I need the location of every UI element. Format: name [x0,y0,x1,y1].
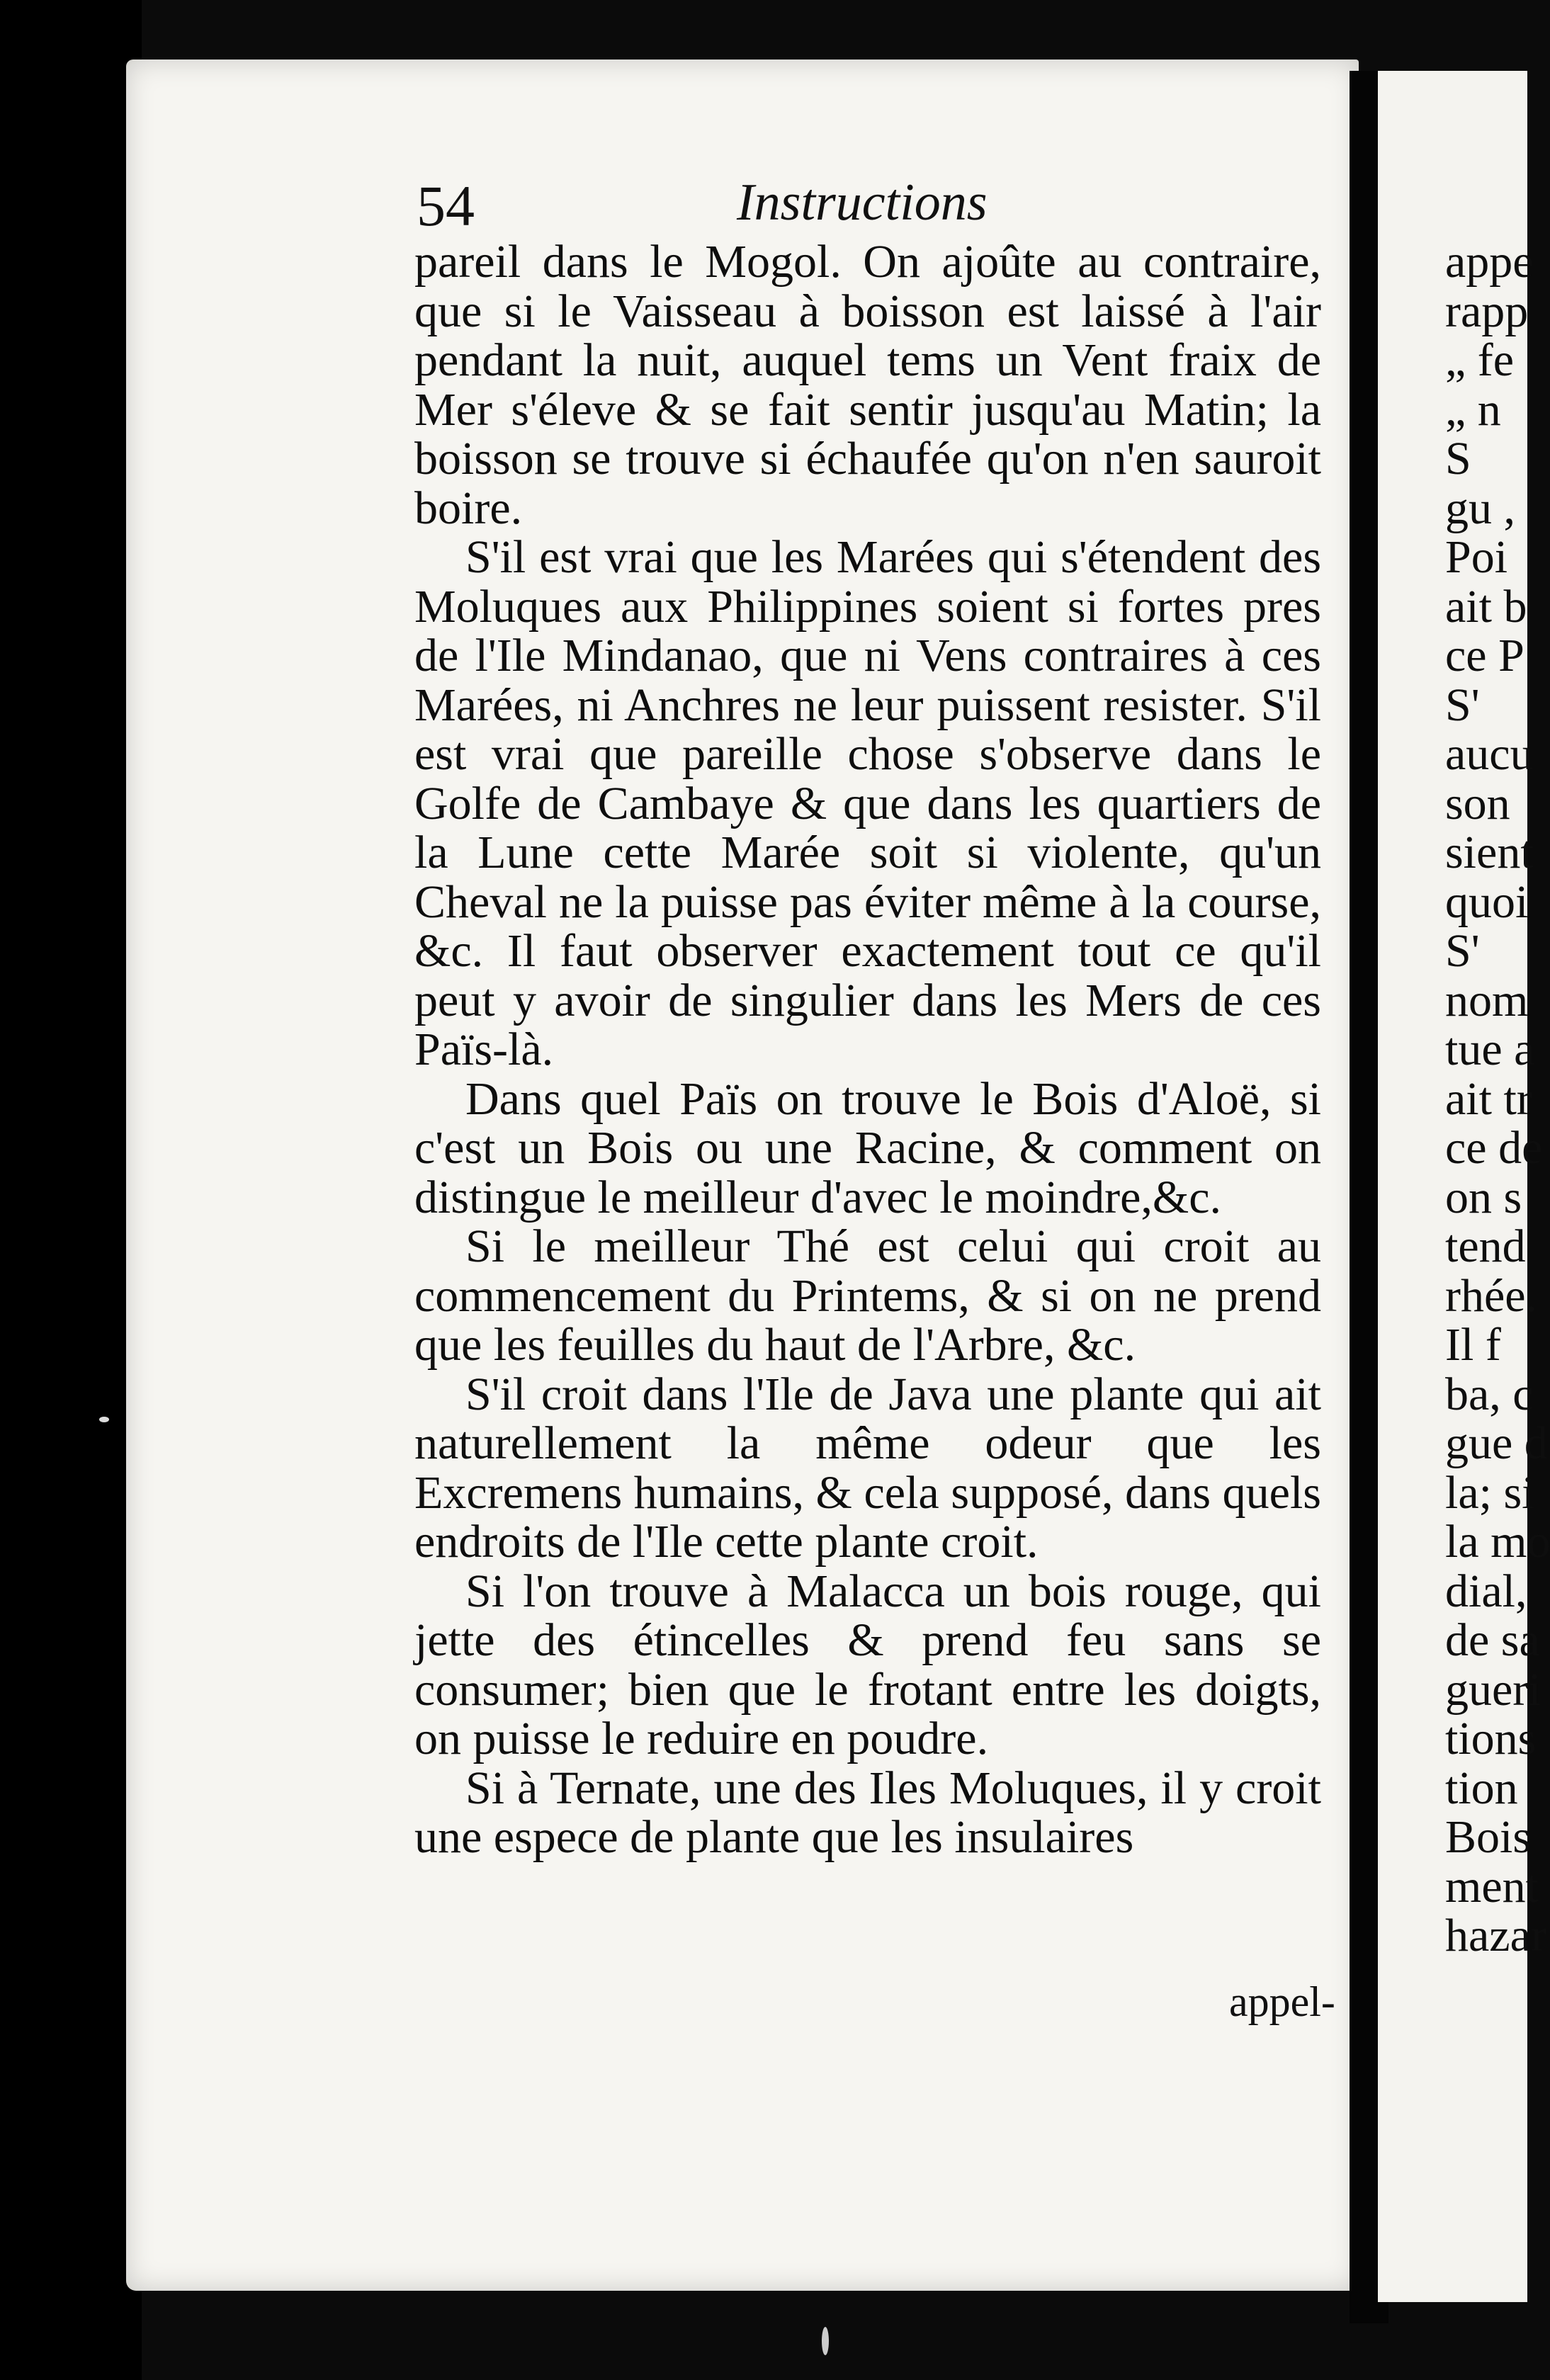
paragraph: Si le meilleur Thé est celui qui croit au commencement du Printems, & si on ne prend que les feuilles du haut de l'Arbre, &c. [414,1220,1321,1371]
facing-line: de sa [1445,1614,1540,1666]
paper-speck [99,1417,109,1422]
page-number: 54 [417,174,475,238]
paragraph: pareil dans le Mogol. On ajoûte au contraire, que si le Vaisseau à boisson est laissé à l'air pendant la nuit, auquel tems un Vent fraix de Mer s'éleve & se fait sentir jusqu'au Matin; la boisson se trouve si échaufée qu'on n'en sauroit boire. [414,236,1321,534]
facing-line: ait tr [1445,1072,1532,1125]
facing-line: rapp [1445,285,1529,337]
facing-line: nom [1445,974,1529,1026]
facing-line: tion [1445,1762,1518,1814]
facing-line: aucu [1445,728,1534,780]
facing-line: S [1445,433,1471,484]
facing-line: gueri [1445,1663,1541,1716]
facing-line: ait b [1445,580,1527,633]
facing-line: dial, [1445,1565,1527,1617]
facing-line: tions [1445,1713,1537,1764]
facing-page-text [1445,236,1550,1961]
running-title: Instructions [737,174,988,232]
paragraph: S'il croit dans l'Ile de Java une plante qui ait naturellement la même odeur que les Excremens humains, & cela supposé, dans quels endroits de l'Ile cette plante croit. [414,1368,1321,1568]
facing-line: S' [1445,679,1480,731]
paragraph: Dans quel Païs on trouve le Bois d'Aloë, si c'est un Bois ou une Racine, & comment on distingue le meilleur d'avec le moindre,&c. [414,1072,1321,1223]
facing-line: hazar [1445,1910,1546,1961]
facing-line: Poi [1445,531,1508,583]
paragraph: S'il est vrai que les Marées qui s'étendent des Moluques aux Philippines soient si fortes pres de l'Ile Mindanao, que ni Vens contraires à ces Marées, ni Anchres ne leur puissent resister. S'il est vrai que pareille chose s'observe dans le Golfe de Cambaye & que dans les quartiers de la Lune cette Marée soit si violente, qu'un Cheval ne la puisse pas éviter même à la course, &c. Il faut observer exactement tout ce qu'il peut y avoir de singulier dans les Mers de ces Païs-là. [414,531,1321,1075]
body-text [414,237,1321,1862]
facing-line: la; si [1445,1466,1535,1519]
facing-line: la mo [1445,1516,1550,1568]
facing-line: tue a [1445,1024,1535,1075]
facing-line: ce P [1445,630,1524,681]
facing-line: sient [1445,827,1534,878]
facing-line: ce de [1445,1122,1543,1174]
paragraph: Si l'on trouve à Malacca un bois rouge, qui jette des étincelles & prend feu sans se consumer; bien que le frotant entre les doigts, on puisse le reduire en poudre. [414,1565,1321,1764]
facing-line: ment [1445,1860,1539,1912]
catchword: appel- [1229,1978,1335,2025]
paragraph: Si à Ternate, une des Iles Moluques, il y croit une espece de plante que les insulaires [414,1762,1321,1863]
facing-line: quoi [1445,876,1529,928]
facing-line: Bois [1445,1811,1532,1863]
facing-line: appe [1445,236,1534,288]
facing-line: gue d [1445,1417,1548,1469]
facing-line: tend [1445,1220,1526,1272]
facing-line: rhée. [1445,1269,1538,1322]
facing-line: ba, c [1445,1368,1534,1420]
facing-line: S' [1445,925,1480,977]
book-edge-dark [0,0,142,2380]
facing-line: Il f [1445,1319,1501,1371]
paper-speck [822,2327,829,2355]
facing-line: on s [1445,1171,1522,1223]
facing-line: „ n [1445,383,1501,436]
facing-line: „ fe [1445,334,1515,386]
facing-line: gu , [1445,482,1515,534]
facing-line: son [1445,777,1510,829]
